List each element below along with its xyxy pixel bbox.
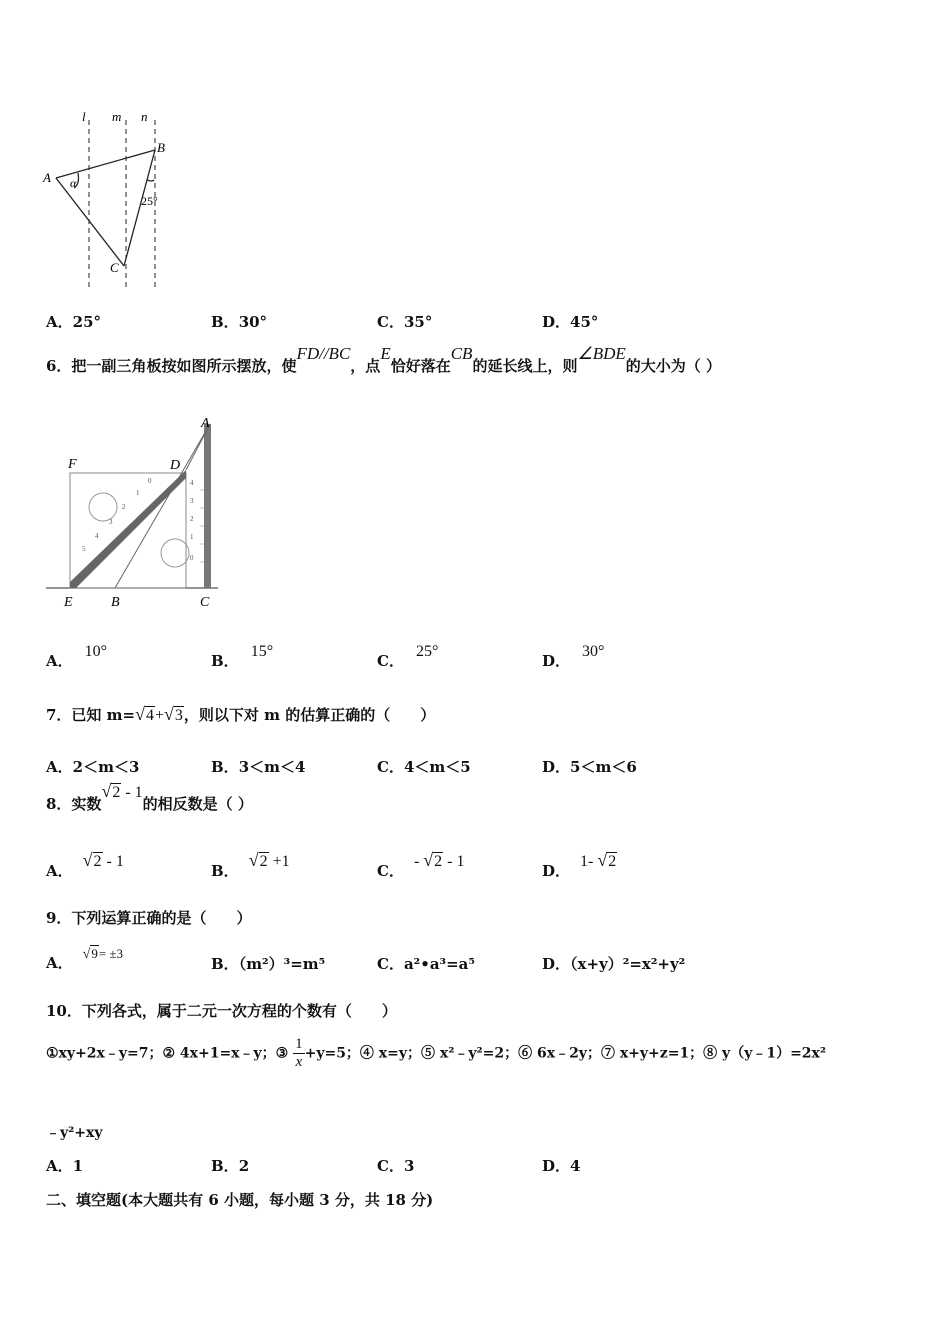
math-prefix: 1- bbox=[580, 853, 598, 870]
sqrt-2: √2 bbox=[423, 850, 443, 870]
option-text: 45° bbox=[570, 313, 599, 331]
q5-option-b[interactable] bbox=[211, 311, 267, 332]
q5-option-d[interactable] bbox=[542, 311, 598, 332]
math-tail: = ±3 bbox=[98, 946, 124, 961]
option-letter: D． bbox=[542, 313, 571, 331]
label-B: B bbox=[157, 140, 165, 155]
label-n: n bbox=[141, 110, 148, 124]
option-letter: D． bbox=[542, 652, 571, 670]
option-letter: A． bbox=[46, 758, 73, 776]
svg-text:0: 0 bbox=[148, 477, 152, 485]
q9-option-a[interactable] bbox=[46, 942, 124, 972]
stem-text: ，则以下对 m 的估算正确的（ ） bbox=[183, 706, 436, 724]
svg-text:2: 2 bbox=[122, 503, 126, 511]
radicand: 2 bbox=[112, 784, 121, 801]
option-letter: C． bbox=[377, 862, 404, 880]
option-letter: C． bbox=[377, 758, 404, 776]
stem-text: 的延长线上，则 bbox=[472, 357, 578, 375]
q8-option-a[interactable] bbox=[46, 850, 124, 880]
equations-text: +y=5；④ x=y；⑤ x²﹣y²=2；⑥ 6x﹣2y；⑦ x+y+z=1；⑧ y（y﹣1）=2x² bbox=[304, 1045, 827, 1062]
radicand: 2 bbox=[434, 853, 443, 870]
q7-option-d[interactable] bbox=[542, 756, 637, 777]
svg-text:3: 3 bbox=[190, 497, 194, 505]
q7-option-a[interactable] bbox=[46, 756, 139, 777]
sqrt-4: √4 bbox=[135, 704, 154, 724]
q8-option-c[interactable] bbox=[377, 850, 465, 880]
math-tail: +1 bbox=[268, 853, 290, 870]
sqrt-2: √2 bbox=[248, 850, 268, 870]
option-text: 3 bbox=[403, 1157, 415, 1175]
option-letter: C． bbox=[377, 313, 404, 331]
q9-option-c[interactable] bbox=[377, 953, 475, 974]
option-text: 25° bbox=[415, 643, 439, 660]
q7-stem bbox=[46, 704, 435, 725]
q8-option-b[interactable] bbox=[211, 850, 290, 880]
figure-1-parallel-lines bbox=[40, 110, 180, 292]
option-text: 4 bbox=[570, 1157, 581, 1175]
label-F: F bbox=[68, 457, 77, 472]
option-text: 2 bbox=[238, 1157, 250, 1175]
option-text: 35° bbox=[403, 313, 433, 331]
option-text: 10° bbox=[84, 643, 108, 660]
option-text: 4＜m＜5 bbox=[403, 758, 471, 776]
label-l: l bbox=[82, 110, 86, 124]
stem-text: 的相反数是（ ） bbox=[142, 795, 253, 813]
svg-text:2: 2 bbox=[190, 515, 194, 523]
q7-option-b[interactable] bbox=[211, 756, 305, 777]
equations-text: ①xy+2x﹣y=7；② 4x+1=x﹣y；③ bbox=[46, 1045, 289, 1062]
radicand: 4 bbox=[146, 707, 154, 724]
q8-option-d[interactable] bbox=[542, 850, 617, 880]
svg-text:5: 5 bbox=[82, 545, 86, 553]
fraction-1-over-x bbox=[293, 1036, 305, 1071]
section-2-title: 二、填空题(本大题共有 6 小题，每小题 3 分，共 18 分) bbox=[46, 1191, 434, 1209]
sqrt-2: √2 bbox=[82, 850, 102, 870]
svg-text:3: 3 bbox=[109, 518, 113, 526]
option-letter: D． bbox=[542, 955, 571, 973]
option-letter: A． bbox=[46, 862, 73, 880]
sqrt-3: √3 bbox=[164, 704, 183, 724]
label-25-degree: 25° bbox=[141, 194, 158, 208]
q6-stem bbox=[46, 344, 721, 376]
q9-stem: 9．下列运算正确的是（ ） bbox=[46, 909, 252, 927]
q6-option-b[interactable] bbox=[211, 640, 274, 670]
option-text: 2＜m＜3 bbox=[72, 758, 140, 776]
math-tail: - 1 bbox=[121, 784, 143, 801]
plus-sign: + bbox=[155, 707, 165, 724]
fraction-numerator: 1 bbox=[295, 1036, 303, 1052]
option-letter: B． bbox=[211, 862, 239, 880]
option-letter: B． bbox=[211, 652, 239, 670]
option-letter: C． bbox=[377, 955, 404, 973]
q10-equations-line-1 bbox=[46, 1036, 826, 1071]
math-e: E bbox=[380, 344, 391, 363]
option-letter: C． bbox=[377, 652, 404, 670]
q10-option-d[interactable] bbox=[542, 1155, 580, 1176]
option-text: 5＜m＜6 bbox=[570, 758, 637, 776]
label-E: E bbox=[64, 595, 73, 610]
math-prefix: - bbox=[413, 853, 424, 870]
stem-text: 8．实数 bbox=[46, 795, 102, 813]
stem-text: 7．已知 m= bbox=[46, 706, 136, 724]
option-letter: B． bbox=[211, 313, 239, 331]
q6-option-d[interactable] bbox=[542, 640, 605, 670]
q9-option-b[interactable] bbox=[211, 953, 325, 974]
label-A: A bbox=[201, 416, 210, 431]
figure-2-set-squares bbox=[40, 410, 230, 615]
option-letter: B． bbox=[211, 1157, 239, 1175]
q10-equations-line-2: ﹣y²+xy bbox=[46, 1125, 103, 1141]
label-m: m bbox=[112, 110, 122, 124]
q10-stem: 10．下列各式，属于二元一次方程的个数有（ ） bbox=[46, 1002, 397, 1020]
math-angle-bde: ∠BDE bbox=[577, 344, 626, 363]
sqrt-2: √2 bbox=[597, 850, 617, 870]
q10-option-c[interactable] bbox=[377, 1155, 414, 1176]
option-text: 3＜m＜4 bbox=[238, 758, 306, 776]
q10-option-a[interactable] bbox=[46, 1155, 83, 1176]
label-D: D bbox=[170, 458, 181, 473]
label-C: C bbox=[200, 595, 210, 610]
option-letter: D． bbox=[542, 1157, 571, 1175]
option-letter: D． bbox=[542, 758, 571, 776]
option-letter: A． bbox=[46, 1157, 73, 1175]
q5-option-c[interactable] bbox=[377, 311, 432, 332]
radicand: 2 bbox=[259, 853, 268, 870]
svg-text:1: 1 bbox=[136, 489, 140, 497]
stem-text: ，点 bbox=[350, 357, 381, 375]
q5-option-a[interactable] bbox=[46, 311, 101, 332]
option-letter: B． bbox=[211, 758, 239, 776]
q8-stem bbox=[46, 781, 253, 814]
q9-option-d[interactable] bbox=[542, 953, 685, 974]
q7-option-c[interactable] bbox=[377, 756, 471, 777]
option-text: （m²）³=m⁵ bbox=[238, 955, 326, 973]
option-text: 1 bbox=[72, 1157, 84, 1175]
sqrt-9: √9 bbox=[82, 946, 98, 962]
svg-text:4: 4 bbox=[95, 532, 99, 540]
math-cb: CB bbox=[450, 344, 473, 363]
q6-option-a[interactable] bbox=[46, 640, 108, 670]
option-text: a²•a³=a⁵ bbox=[403, 955, 475, 973]
radicand: 9 bbox=[91, 946, 98, 961]
q6-option-c[interactable] bbox=[377, 640, 439, 670]
radicand: 3 bbox=[174, 707, 183, 724]
option-letter: A． bbox=[46, 652, 73, 670]
stem-text: 6．把一副三角板按如图所示摆放，使 bbox=[46, 357, 297, 375]
label-C: C bbox=[110, 260, 119, 275]
option-letter: B． bbox=[211, 955, 239, 973]
fraction-denominator: x bbox=[295, 1054, 303, 1070]
stem-text: 恰好落在 bbox=[390, 357, 451, 375]
stem-text: 的大小为（ ） bbox=[625, 357, 721, 375]
option-letter: D． bbox=[542, 862, 571, 880]
label-B: B bbox=[111, 595, 120, 610]
label-A: A bbox=[43, 170, 51, 185]
option-text: 25° bbox=[72, 313, 102, 331]
radicand: 2 bbox=[93, 853, 102, 870]
option-text: （x+y）²=x²+y² bbox=[570, 955, 686, 973]
math-tail: - 1 bbox=[443, 853, 465, 870]
svg-text:1: 1 bbox=[190, 533, 194, 541]
svg-text:0: 0 bbox=[190, 554, 194, 562]
option-letter: A． bbox=[46, 313, 73, 331]
option-text: 30° bbox=[582, 643, 605, 660]
option-text: 30° bbox=[238, 313, 268, 331]
svg-text:4: 4 bbox=[190, 479, 194, 487]
label-alpha: α bbox=[70, 176, 77, 190]
option-text: 15° bbox=[250, 643, 274, 660]
option-letter: A． bbox=[46, 954, 73, 972]
math-tail: - 1 bbox=[102, 853, 124, 870]
sqrt-2: √2 - 1 bbox=[101, 781, 143, 801]
math-fd-parallel-bc: FD//BC bbox=[296, 344, 351, 363]
q10-option-b[interactable] bbox=[211, 1155, 249, 1176]
radicand: 2 bbox=[608, 853, 617, 870]
option-letter: C． bbox=[377, 1157, 404, 1175]
